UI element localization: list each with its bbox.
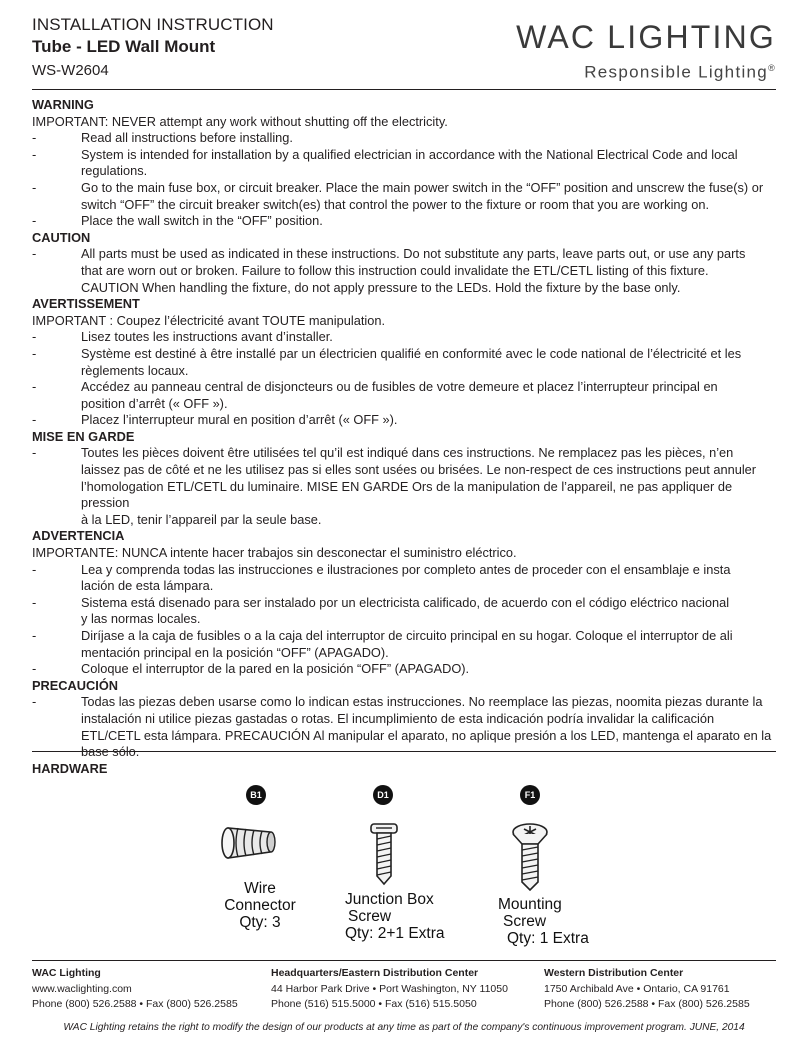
part-badge-b1: B1 — [246, 785, 266, 805]
list-item — [32, 246, 776, 296]
footer-divider — [32, 960, 776, 961]
list-dash: - — [32, 661, 37, 677]
list-item-text: à la LED, tenir l’appareil par la seule base. — [81, 511, 322, 527]
list-dash: - — [32, 561, 37, 577]
footer-address: 1750 Archibald Ave • Ontario, CA 91761 — [544, 982, 730, 995]
product-name: Tube - LED Wall Mount — [32, 37, 216, 56]
header-divider — [32, 89, 776, 90]
list-item-text: l’homologation ETL/CETL du luminaire. MISE EN GARDE Ors de la manipulation de l’appareil, ne pas appliquer de pression — [81, 478, 733, 511]
section-heading-advertencia: ADVERTENCIA — [32, 528, 125, 544]
footer-col-wac — [32, 966, 238, 1013]
part-qty: Qty: 2+1 Extra — [345, 925, 445, 942]
brand-name: WAC LIGHTING — [516, 19, 776, 55]
list-dash: - — [32, 628, 37, 643]
tagline-text: Responsible Lighting — [584, 62, 769, 82]
part-label-line: Wire — [244, 880, 276, 897]
list-item-text: Placez l’interrupteur mural en position d’arrêt (« OFF »). — [81, 412, 398, 428]
junction-box-screw-icon — [368, 822, 400, 886]
list-item — [32, 329, 776, 346]
list-item-text: Read all instructions before installing. — [81, 130, 293, 146]
part-qty: Qty: 3 — [239, 914, 281, 931]
section-heading-caution: CAUTION — [32, 229, 91, 245]
document-header — [32, 14, 274, 82]
footer-title: WAC Lighting — [32, 967, 101, 979]
list-item — [32, 661, 776, 678]
list-dash: - — [32, 345, 37, 361]
model-number: WS-W2604 — [32, 62, 109, 79]
footer-title: Headquarters/Eastern Distribution Center — [271, 967, 479, 979]
advertencia-intro: IMPORTANTE: NUNCA intente hacer trabajos sin desconectar el suministro eléctrico. — [32, 545, 517, 561]
list-dash: - — [32, 694, 37, 710]
avertissement-intro: IMPORTANT : Coupez l’électricité avant TOUTE manipulation. — [32, 312, 386, 328]
list-item — [32, 379, 776, 412]
list-item — [32, 595, 776, 628]
footer-title: Western Distribution Center — [544, 967, 684, 979]
list-item — [32, 562, 776, 595]
warning-intro: IMPORTANT: NEVER attempt any work without shutting off the electricity. — [32, 113, 448, 129]
footer-phone: Phone (800) 526.2588 • Fax (800) 526.2585 — [544, 998, 750, 1011]
list-item — [32, 147, 776, 180]
part-qty: Qty: 1 Extra — [507, 930, 589, 947]
list-dash: - — [32, 412, 37, 428]
list-item-text: Coloque el interruptor de la pared en la posición “OFF” (APAGADO). — [81, 661, 470, 677]
list-dash: - — [32, 329, 37, 345]
list-dash: - — [32, 179, 37, 195]
list-item-text: mentación principal en la posición “OFF” (APAGADO). — [81, 644, 389, 660]
list-item-text: y las normas locales. — [81, 611, 201, 627]
list-item-text: règlements locaux. — [81, 362, 189, 378]
list-item-text: ETL/CETL esta lámpara. PRECAUCIÓN Al manipular el aparato, no aplique presión a los LED, mantenga el aparato en la — [81, 727, 772, 743]
part-label-line: Screw — [348, 908, 392, 925]
section-heading-warning: WARNING — [32, 97, 94, 112]
list-item-text: System is intended for installation by a qualified electrician in accordance with the National Electrical Code and local — [81, 146, 738, 162]
list-item-text: Todas las piezas deben usarse como lo indican estas instrucciones. No reemplace las piezas, noomita piezas durante la — [81, 694, 763, 710]
list-item-text: that are worn out or broken. Failure to follow this instruction could invalidate the ETL/CETL listing of this fixture. — [81, 262, 709, 278]
list-item-text: Système est destiné à être installé par un électricien qualifié en conformité avec le code national de l’électricité et les — [81, 345, 742, 361]
list-item-text: regulations. — [81, 163, 148, 179]
part-label-b1 — [218, 880, 302, 931]
section-heading-mise-en-garde: MISE EN GARDE — [32, 428, 135, 444]
list-item — [32, 180, 776, 213]
list-dash: - — [32, 213, 37, 229]
list-item-text: lación de esta lámpara. — [81, 578, 214, 594]
wire-connector-icon — [218, 818, 282, 866]
list-item — [32, 445, 776, 528]
brand-logo — [516, 20, 776, 83]
instructions-body — [32, 97, 776, 761]
section-heading-precaucion: PRECAUCIÓN — [32, 677, 119, 693]
mounting-screw-icon — [510, 822, 550, 892]
document-type: INSTALLATION INSTRUCTION — [32, 15, 274, 34]
footer-phone: Phone (516) 515.5000 • Fax (516) 515.5050 — [271, 998, 477, 1011]
list-item-text: Toutes les pièces doivent être utilisées tel qu’il est indiqué dans ces instructions. Ne remplacez pas les pièces, n’en — [81, 445, 734, 461]
footer-col-western — [544, 966, 750, 1013]
part-label-f1 — [498, 896, 589, 947]
list-item-text: Diríjase a la caja de fusibles o a la caja del interruptor de circuito principal en su hogar. Coloque el interruptor de ali — [81, 628, 733, 643]
list-dash: - — [32, 445, 37, 461]
list-dash: - — [32, 379, 37, 395]
section-heading-avertissement: AVERTISSEMENT — [32, 296, 140, 312]
part-badge-d1: D1 — [373, 785, 393, 805]
list-item-text: laissez pas de côté et ne les utilisez pas si elles sont usées ou brisées. Le non-respect de ces instructions peut annuler — [81, 462, 757, 478]
footer-website[interactable]: www.waclighting.com — [32, 982, 132, 995]
list-item-text: CAUTION When handling the fixture, do not apply pressure to the LEDs. Hold the fixture by the base only. — [81, 279, 681, 295]
section-heading-hardware: HARDWARE — [32, 761, 108, 776]
list-dash: - — [32, 594, 37, 610]
footer-address: 44 Harbor Park Drive • Port Washington, NY 11050 — [271, 982, 508, 995]
list-item-text: Accédez au panneau central de disjoncteurs ou de fusibles de votre demeure et placez l’interrupteur principal en — [81, 379, 718, 395]
list-item-text: All parts must be used as indicated in these instructions. Do not substitute any parts, leave parts out, or use any parts — [81, 246, 746, 262]
list-item-text: switch “OFF” the circuit breaker switch(es) that control the power to the fixture or room that you are working on. — [81, 196, 710, 212]
part-label-line: Junction Box — [345, 891, 434, 908]
hardware-divider — [32, 751, 776, 752]
part-badge-f1: F1 — [520, 785, 540, 805]
list-dash: - — [32, 130, 37, 146]
list-item-text: instalación ni utilice piezas gastadas o rotas. El incumplimiento de esta indicación podría invalidar la calificación — [81, 710, 715, 726]
footer-phone: Phone (800) 526.2588 • Fax (800) 526.2585 — [32, 998, 238, 1011]
registered-mark: ® — [768, 63, 776, 73]
brand-tagline — [516, 58, 776, 83]
list-item — [32, 130, 776, 147]
list-item-text: base sólo. — [81, 744, 140, 760]
list-dash: - — [32, 146, 37, 162]
list-item-text: Lea y comprenda todas las instrucciones e ilustraciones por completo antes de proceder con el ensamblaje e insta — [81, 561, 731, 577]
part-label-line: Mounting — [498, 896, 562, 913]
list-item-text: Sistema está disenado para ser instalado por un electricista calificado, de acuerdo con el código eléctrico nacional — [81, 594, 730, 610]
list-item — [32, 346, 776, 379]
list-item-text: position d’arrêt (« OFF »). — [81, 395, 228, 411]
list-item-text: Go to the main fuse box, or circuit breaker. Place the main power switch in the “OFF” position and unscrew the fuse(s) or — [81, 179, 764, 195]
list-dash: - — [32, 246, 37, 262]
part-label-line: Connector — [224, 897, 296, 914]
footer-col-headquarters — [271, 966, 508, 1013]
list-item — [32, 628, 776, 661]
part-label-line: Screw — [503, 913, 547, 930]
list-item-text: Lisez toutes les instructions avant d’installer. — [81, 329, 333, 345]
footer-disclaimer: WAC Lighting retains the right to modify the design of our products at any time as part of the company's continuous improvement program. JUNE, 2014 — [63, 1022, 745, 1033]
part-label-d1 — [345, 891, 445, 942]
list-item — [32, 213, 776, 230]
list-item — [32, 412, 776, 429]
list-item-text: Place the wall switch in the “OFF” position. — [81, 213, 323, 229]
